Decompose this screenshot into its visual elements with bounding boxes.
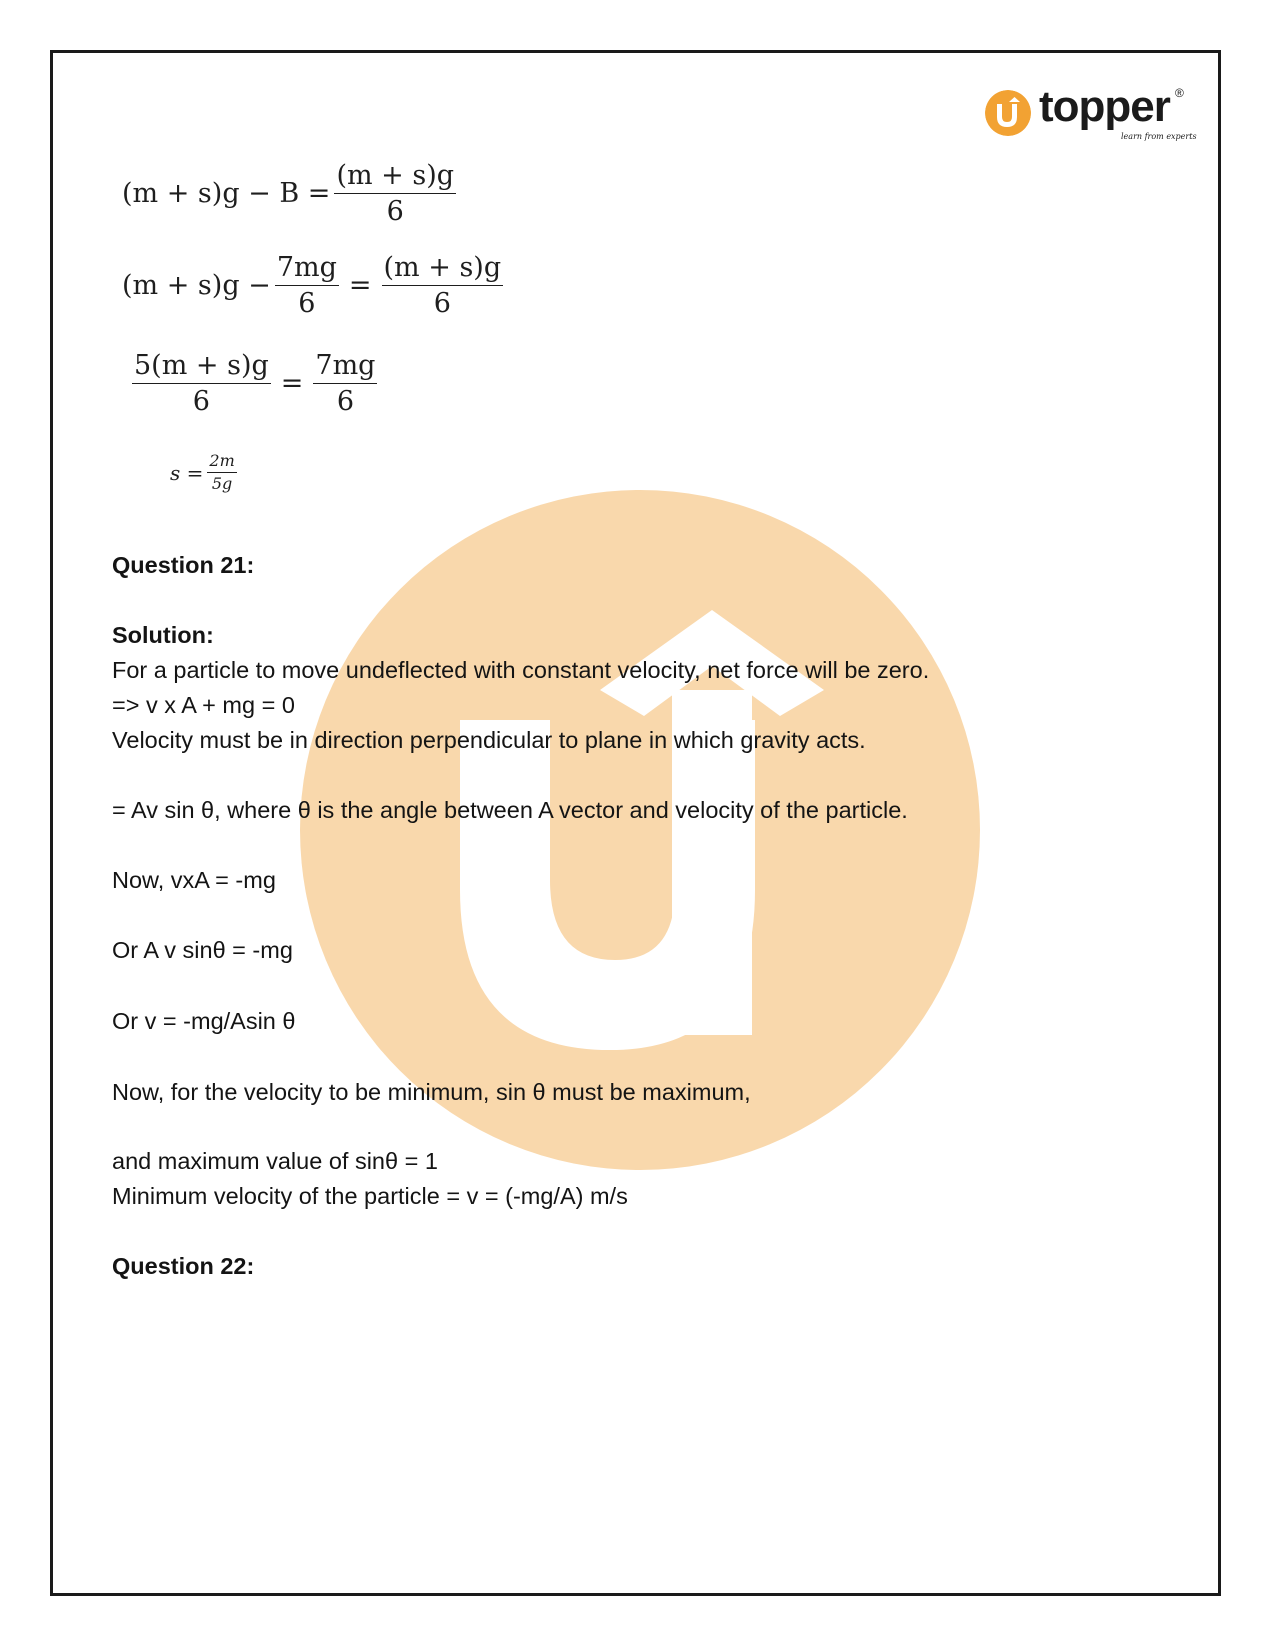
- eq3-equals: =: [280, 368, 304, 400]
- eq3-fraction-1: [132, 350, 271, 417]
- solution-line-2: => v x A + mg = 0: [112, 692, 295, 718]
- solution-line-6: Or A v sinθ = -mg: [112, 937, 293, 963]
- equation-3: [128, 350, 381, 417]
- solution-heading: Solution:: [112, 622, 214, 648]
- eq4-denominator: 5g: [211, 474, 233, 494]
- solution-line-7: Or v = -mg/Asin θ: [112, 1008, 296, 1034]
- registered-mark: ®: [1175, 86, 1184, 100]
- eq2-equals: =: [348, 270, 372, 302]
- solution-line-8: Now, for the velocity to be minimum, sin θ must be maximum,: [112, 1079, 751, 1105]
- eq1-numerator: (m + s)g: [334, 160, 456, 194]
- question-21-heading: Question 21:: [112, 552, 255, 578]
- eq3-fraction-2: [313, 350, 377, 417]
- equation-4: [170, 452, 241, 494]
- topper-logo: [985, 82, 1197, 146]
- solution-line-10: Minimum velocity of the particle = v = (-mg/A) m/s: [112, 1183, 628, 1209]
- u-arrow-watermark-icon: [300, 490, 980, 1170]
- u-arrow-logo-icon: [985, 90, 1031, 136]
- solution-line-9: and maximum value of sinθ = 1: [112, 1148, 438, 1174]
- eq1-denominator: 6: [386, 196, 404, 228]
- solution-line-4: = Av sin θ, where θ is the angle between A vector and velocity of the particle.: [112, 797, 908, 823]
- eq3-f2-denominator: 6: [336, 386, 355, 418]
- question-22-heading: Question 22:: [112, 1253, 255, 1279]
- eq2-fraction-1: [275, 252, 339, 319]
- eq3-f2-numerator: 7mg: [313, 350, 377, 384]
- solution-line-3: Velocity must be in direction perpendicular to plane in which gravity acts.: [112, 727, 866, 753]
- eq4-lhs: s =: [170, 460, 204, 485]
- eq2-f1-denominator: 6: [298, 288, 316, 320]
- eq2-fraction-2: [382, 252, 504, 319]
- equation-1: [122, 160, 460, 227]
- eq4-numerator: 2m: [207, 452, 236, 473]
- eq1-lhs: (m + s)g − B =: [122, 178, 331, 210]
- eq2-f1-numerator: 7mg: [275, 252, 339, 286]
- equation-2: [122, 252, 507, 319]
- eq3-f1-denominator: 6: [192, 386, 210, 418]
- eq2-f2-numerator: (m + s)g: [382, 252, 504, 286]
- eq2-lhs: (m + s)g −: [122, 270, 271, 302]
- eq3-f1-numerator: 5(m + s)g: [132, 350, 271, 384]
- logo-tagline: learn from experts: [1121, 132, 1197, 141]
- logo-wordmark: topper: [1039, 82, 1170, 131]
- solution-line-5: Now, vxA = -mg: [112, 867, 276, 893]
- eq2-f2-denominator: 6: [433, 288, 451, 320]
- eq4-fraction: [207, 452, 236, 494]
- eq1-fraction: [334, 160, 456, 227]
- solution-line-1: For a particle to move undeflected with constant velocity, net force will be zero.: [112, 657, 930, 683]
